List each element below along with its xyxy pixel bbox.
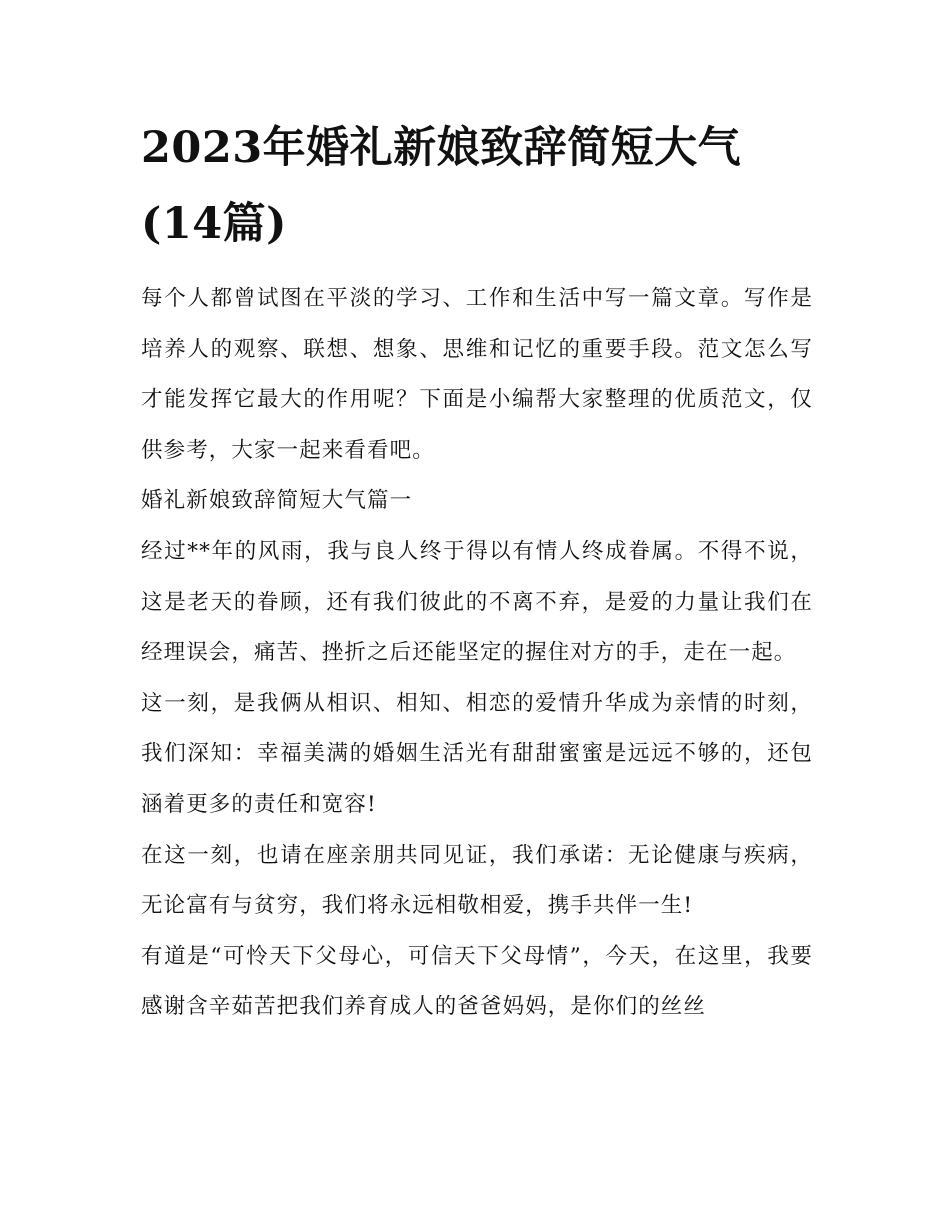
body-paragraph-4: 有道是“可怜天下父母心，可信天下父母情”，今天，在这里，我要感谢含辛茹苦把我们养育成人的爸爸妈妈，是你们的丝丝 bbox=[141, 943, 813, 1020]
title-line-2: (14篇) bbox=[141, 199, 288, 249]
body-paragraph-1: 经过**年的风雨，我与良人终于得以有情人终成眷属。不得不说，这是老天的眷顾，还有我们彼此的不离不弃，是爱的力量让我们在经理误会，痛苦、挫折之后还能坚定的握住对方的手，走在一起。 bbox=[141, 538, 813, 666]
body-paragraph-3: 在这一刻，也请在座亲朋共同见证，我们承诺：无论健康与疾病，无论富有与贫穷，我们将永远相敬相爱，携手共伴一生! bbox=[141, 842, 813, 919]
intro-paragraph: 每个人都曾试图在平淡的学习、工作和生活中写一篇文章。写作是培养人的观察、联想、想象、思维和记忆的重要手段。范文怎么写才能发挥它最大的作用呢？下面是小编帮大家整理的优质范文，仅供参考，大家一起来看看吧。 bbox=[141, 286, 813, 463]
body-paragraph-2: 这一刻，是我俩从相识、相知、相恋的爱情升华成为亲情的时刻，我们深知：幸福美满的婚姻生活光有甜甜蜜蜜是远远不够的，还包涵着更多的责任和宽容! bbox=[141, 690, 813, 817]
title-line-1: 2023年婚礼新娘致辞简短大气 bbox=[141, 123, 742, 173]
document-title bbox=[141, 110, 813, 262]
document-page bbox=[141, 110, 813, 1033]
section-heading: 婚礼新娘致辞简短大气篇一 bbox=[141, 488, 413, 514]
